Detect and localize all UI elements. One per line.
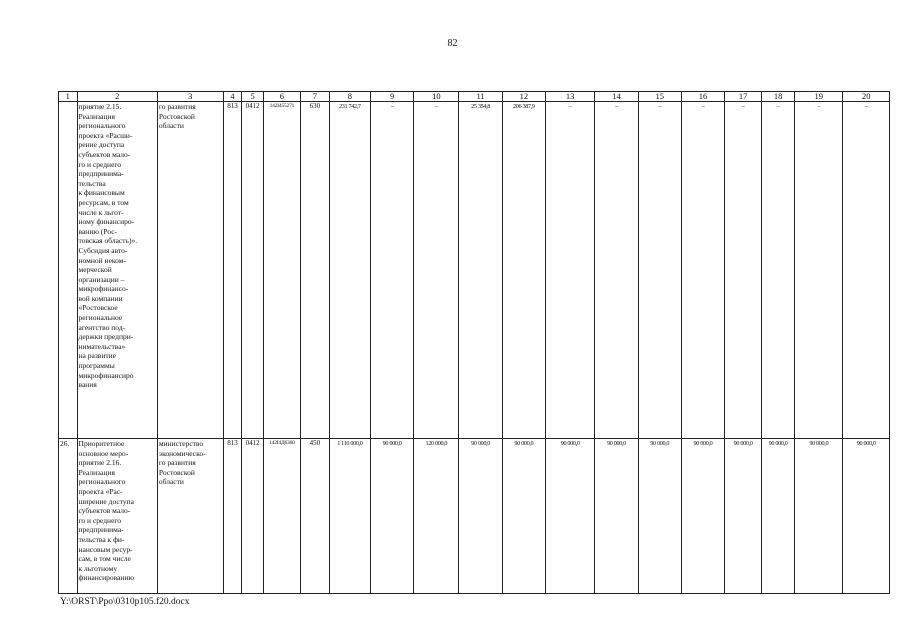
- grbs-code: 813: [223, 439, 242, 594]
- column-number: 18: [762, 92, 795, 102]
- page-number: 82: [447, 38, 458, 49]
- column-number: 13: [545, 92, 594, 102]
- column-number: 5: [242, 92, 264, 102]
- rzpr-code: 0412: [242, 439, 264, 594]
- csr-code: 142I4Д6360: [263, 439, 300, 594]
- year-amount: –: [843, 102, 890, 439]
- year-amount: 90 000,0: [725, 439, 762, 594]
- year-amount: –: [681, 102, 724, 439]
- column-number: 14: [595, 92, 638, 102]
- year-amount: 90 000,0: [638, 439, 681, 594]
- column-number-row: [59, 92, 890, 102]
- column-number: 19: [795, 92, 843, 102]
- measure-name: приятие 2.15. Реализация регионального проекта «Расши- рение доступа субъектов мало- го и среднего предпринима- тельства к финансовым ресурсам, в том числе к льгот- ному финансиро- ванию (Рос- товская область)». Субсидия авто- номной неком- мерческой организации – микрофинансо- вой компании «Ростовское региональное агентство под- держки предпри- нимательства» на развитие программы микрофинансиро вания: [77, 102, 157, 439]
- column-number: 6: [263, 92, 300, 102]
- year-amount: –: [762, 102, 795, 439]
- column-number: 9: [370, 92, 413, 102]
- column-number: 3: [157, 92, 223, 102]
- measure-name: Приоритетное основное меро- приятие 2.16. Реализация регионального проекта «Рас- ширение доступа субъектов мало- го и среднего предпринима- тельства к фи- нансовым ресур- сам, в том числе к льготному финансированию: [77, 439, 157, 594]
- year-amount: 90 000,0: [681, 439, 724, 594]
- column-number: 10: [414, 92, 459, 102]
- year-amount: –: [370, 102, 413, 439]
- table-row: [59, 102, 890, 439]
- year-amount: 206 387,9: [502, 102, 545, 439]
- total-amount: 1 110 000,0: [329, 439, 370, 594]
- column-number: 11: [459, 92, 502, 102]
- column-number: 2: [77, 92, 157, 102]
- column-number: 4: [223, 92, 242, 102]
- year-amount: –: [595, 102, 638, 439]
- year-amount: 90 000,0: [502, 439, 545, 594]
- year-amount: 90 000,0: [843, 439, 890, 594]
- column-number: 15: [638, 92, 681, 102]
- executor: министерство экономическо- го развития Ростовской области: [157, 439, 223, 594]
- year-amount: –: [638, 102, 681, 439]
- vr-code: 450: [300, 439, 329, 594]
- column-number: 8: [329, 92, 370, 102]
- column-number: 20: [843, 92, 890, 102]
- row-number: [59, 102, 78, 439]
- executor: го развития Ростовской области: [157, 102, 223, 439]
- year-amount: 90 000,0: [795, 439, 843, 594]
- year-amount: –: [795, 102, 843, 439]
- year-amount: 90 000,0: [595, 439, 638, 594]
- year-amount: 120 000,0: [414, 439, 459, 594]
- total-amount: 231 742,7: [329, 102, 370, 439]
- budget-table: [58, 91, 890, 594]
- column-number: 12: [502, 92, 545, 102]
- year-amount: –: [545, 102, 594, 439]
- year-amount: 90 000,0: [762, 439, 795, 594]
- column-number: 7: [300, 92, 329, 102]
- column-number: 17: [725, 92, 762, 102]
- year-amount: 25 354,8: [459, 102, 502, 439]
- year-amount: 90 000,0: [459, 439, 502, 594]
- csr-code: 142I455271: [263, 102, 300, 439]
- file-path-footer: Y:\ORST\Ppo\0310p105.f20.docx: [60, 597, 190, 607]
- year-amount: –: [414, 102, 459, 439]
- rzpr-code: 0412: [242, 102, 264, 439]
- row-number: 26.: [59, 439, 78, 594]
- year-amount: 90 000,0: [370, 439, 413, 594]
- table-row: [59, 439, 890, 594]
- column-number: 16: [681, 92, 724, 102]
- column-number: 1: [59, 92, 78, 102]
- year-amount: –: [725, 102, 762, 439]
- year-amount: 90 000,0: [545, 439, 594, 594]
- vr-code: 630: [300, 102, 329, 439]
- grbs-code: 813: [223, 102, 242, 439]
